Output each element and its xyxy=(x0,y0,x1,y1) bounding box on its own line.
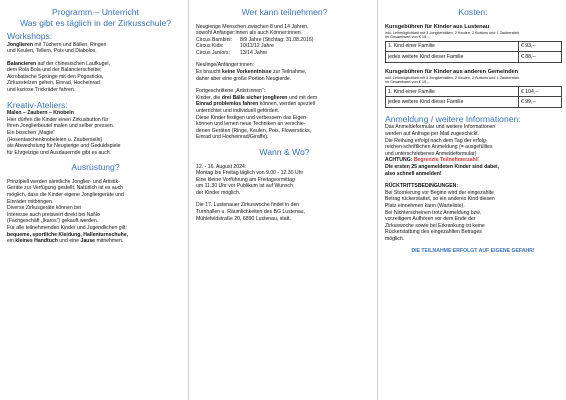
kreativ-text: Hier dürfen die Kinder einen Zirkusbutton für Ihren Jonglierbeutel malen und selber pressen. Ein bisschen „Magie“ (Hosentaschenknobeleien u. Zauberseile) als Abwechslung für Neugierige und Geduldspiele für Ehrgeizige und Ausdauernde gibt es auch. xyxy=(7,116,121,156)
cancellation-heading: RÜCKTRITTSBEDINGUNGEN: xyxy=(385,183,459,190)
table-row: jedes weitere Kind dieser Familie € 88,-- xyxy=(386,52,562,63)
column-program xyxy=(0,0,189,400)
fees-other-title: Kursgebühren für Kinder aus anderen Gemeinden xyxy=(385,68,519,75)
registration-heading: Anmeldung / weitere Informationen: xyxy=(385,113,521,124)
limited-participants-note: Begrenzte Teilnehmerzahl! xyxy=(413,157,479,164)
ausruestung-heading: Ausrüstung? xyxy=(71,162,120,173)
when-text: 12. - 16. August 2024: Montag bis Freitag täglich von 9.00 - 12.30 Uhr Eine kleine Vorführung am Freitagvormittag um 11.30 Uhr vor Publikum ist auf Wunsch der Kinder möglich. xyxy=(196,163,304,196)
age-groups-table xyxy=(196,37,313,57)
beginners-text: Neulinge/Anfänger:innen: Es braucht keine Vorkenntnisse zur Teilnahme, daher aber eine große Portion Neugierde. xyxy=(196,62,307,82)
table-row: Circus Juniors: 13/14 Jahre xyxy=(196,49,268,56)
own-risk-note: DIE TEILNAHME ERFOLGT AUF EIGENE GEFAHR! xyxy=(411,248,535,255)
fees-other-table xyxy=(385,86,562,108)
ausruestung-text: Prinzipiell werden sämtliche Jonglier- und Artistik- Geräte zur Verfügung gestellt. Natürlich ist es auch möglich, dass die Kinder eigene Jongliergeräte und Einräder mitbringen. Diverse Zirkusgeräte können bei Interesse auch preiswert direkt bei NaNo (Fachgeschäft „Ikaros“) gekauft werden. Für alle teilnehmenden Kinder und Jugendlichen gilt: bequeme, sportliche Kleidung, Hallenturnschuhe, ein kleines Handtuch und eine Jause mitnehmen. xyxy=(7,178,129,245)
kreativ-subheading: Malen – Zaubern – Knobeln xyxy=(7,110,74,117)
column-participants xyxy=(189,0,378,400)
workshops-text: Jonglieren mit Tüchern und Bällen, Ringen und Keulen, Tellern, Pois und Diabolos. xyxy=(7,41,107,55)
participants-heading: Wer kann teilnehmen? xyxy=(241,7,328,17)
table-row: jedes weitere Kind dieser Familie € 99,-- xyxy=(386,97,562,108)
advanced-text: Fortgeschrittene „Artist:innen“: Kinder, die drei Bälle sicher jonglieren und mit dem Einrad problemlos fahren können, werden speziell unterrichtet und individuell gefördert. Diese Kinder festigen und verbessern das Eigen- können und lernen neue Techniken an verschie- denen Geräten (Ringe, Keulen, Pois, Flowersticks, Einrad und Hocheinrad/Giraffe). xyxy=(196,88,318,141)
column-costs: Kosten: Kursgebühren für Kinder aus Lustenau inkl. Leihmöglichkeit mit 3 Jonglierbällen, 2 Keulen, 2 Buttons und 1 Zauberstick im Gesamtwert von € 15,-- 1. Kind einer Familie € 93,-- jedes weitere Kind dieser Familie € 88,-- Kursgebühren für Kinder aus anderen Gemeinden inkl. Leihmöglichkeit mit 3 Jonglierbällen, 2 Keulen, 2 Buttons und 1 Zauberstick im Gesamtwert von € 15,-- 1. Kind einer Familie € 104,-- jedes weitere Kind dieser Familie € 99,-- Anmeldung / weitere Informationen: Das Anmeldeformular und weitere Informationen werden auf Anfrage per Mail zugeschickt. Die Reihung erfolgt nach dem Tag der erfolg- reichen schriftlichen Anmeldung (= ausgefülltes und unterschriebenes Anmeldeformular) ACHTUNG: Begrenzte Teilnehmerzahl! Die ersten 25 angemeldeten Kinder sind dabei, also schnell anmelden! RÜCKTRITTSBEDINGUNGEN: Bei Stornierung vor Beginn wird der eingezahlte Betrag rückerstattet, so ein anderes Kind diesen Platz einnehmen kann (Warteliste). Bei Nichterscheinen trotz Anmeldung bzw. vorzeitigem Aufhören vor dem Ende der Zirkuswoche sowie bei Erkrankung ist keine Rückerstattung des eingezahlten Betrages möglich. DIE TEILNAHME ERFOLGT AUF EIGENE GEFAHR! xyxy=(378,0,566,400)
cancellation-text: Bei Stornierung vor Beginn wird der eingezahlte Betrag rückerstattet, so ein anderes Kind diesen Platz einnehmen kann (Warteliste). Bei Nichterscheinen trotz Anmeldung bzw. vorzeitigem Aufhören vor dem Ende der Zirkuswoche sowie bei Erkrankung ist keine Rückerstattung des eingezahlten Betrages möglich. xyxy=(385,189,495,242)
program-title: Programm – Unterricht xyxy=(52,7,139,17)
table-row: 1. Kind einer Familie € 104,-- xyxy=(386,86,562,97)
registration-text: Das Anmeldeformular und weitere Informationen werden auf Anfrage per Mail zugeschickt. Die Reihung erfolgt nach dem Tag der erfolg- reichen schriftlichen Anmeldung (= ausgefülltes und unterschriebenes Anmeldeformular) ACHTUNG: Begrenzte Teilnehmerzahl! Die ersten 25 angemeldeten Kinder sind dabei, also schnell anmelden! xyxy=(385,124,499,177)
participants-intro: Neugierige Menschen zwischen 8 und 14 Jahren, sowohl Anfänger:innen als auch Könner:innen. xyxy=(196,23,309,37)
table-row: 1. Kind einer Familie € 93,-- xyxy=(386,41,562,52)
when-where-heading: Wann & Wo? xyxy=(259,147,310,157)
fees-lustenau-title: Kursgebühren für Kinder aus Lustenau xyxy=(385,23,490,30)
where-text: Die 17. Lustenauer Zirkuswoche findet in den Turnhallen u. Räumlichkeiten des BG Lustenau, Mühlefeldstraße 20, 6890 Lustenau, statt. xyxy=(196,202,305,222)
costs-heading: Kosten: xyxy=(458,7,488,17)
table-row: Circus Bambini: 8/9 Jahre (Stichtag: 31.08.2016) xyxy=(196,36,314,43)
fees-lustenau-table xyxy=(385,41,562,63)
table-row: Circus Kids: 10/11/12 Jahre xyxy=(196,43,274,50)
program-subtitle: Was gibt es täglich in der Zirkusschule? xyxy=(19,17,172,28)
workshops-heading: Workshops: xyxy=(7,31,53,41)
balancieren-text: Balancieren auf der chinesischen Laufkugel, dem Rola Bola und der Balancierscheibe; Akrobatische Sprünge mit den Pogosticks, Zirkusstelzen gehen, Einrad, Hocheinrad und kuriose Trickräder fahren. xyxy=(7,60,110,94)
kreativ-heading: Kreativ-Ateliers: xyxy=(7,99,68,110)
